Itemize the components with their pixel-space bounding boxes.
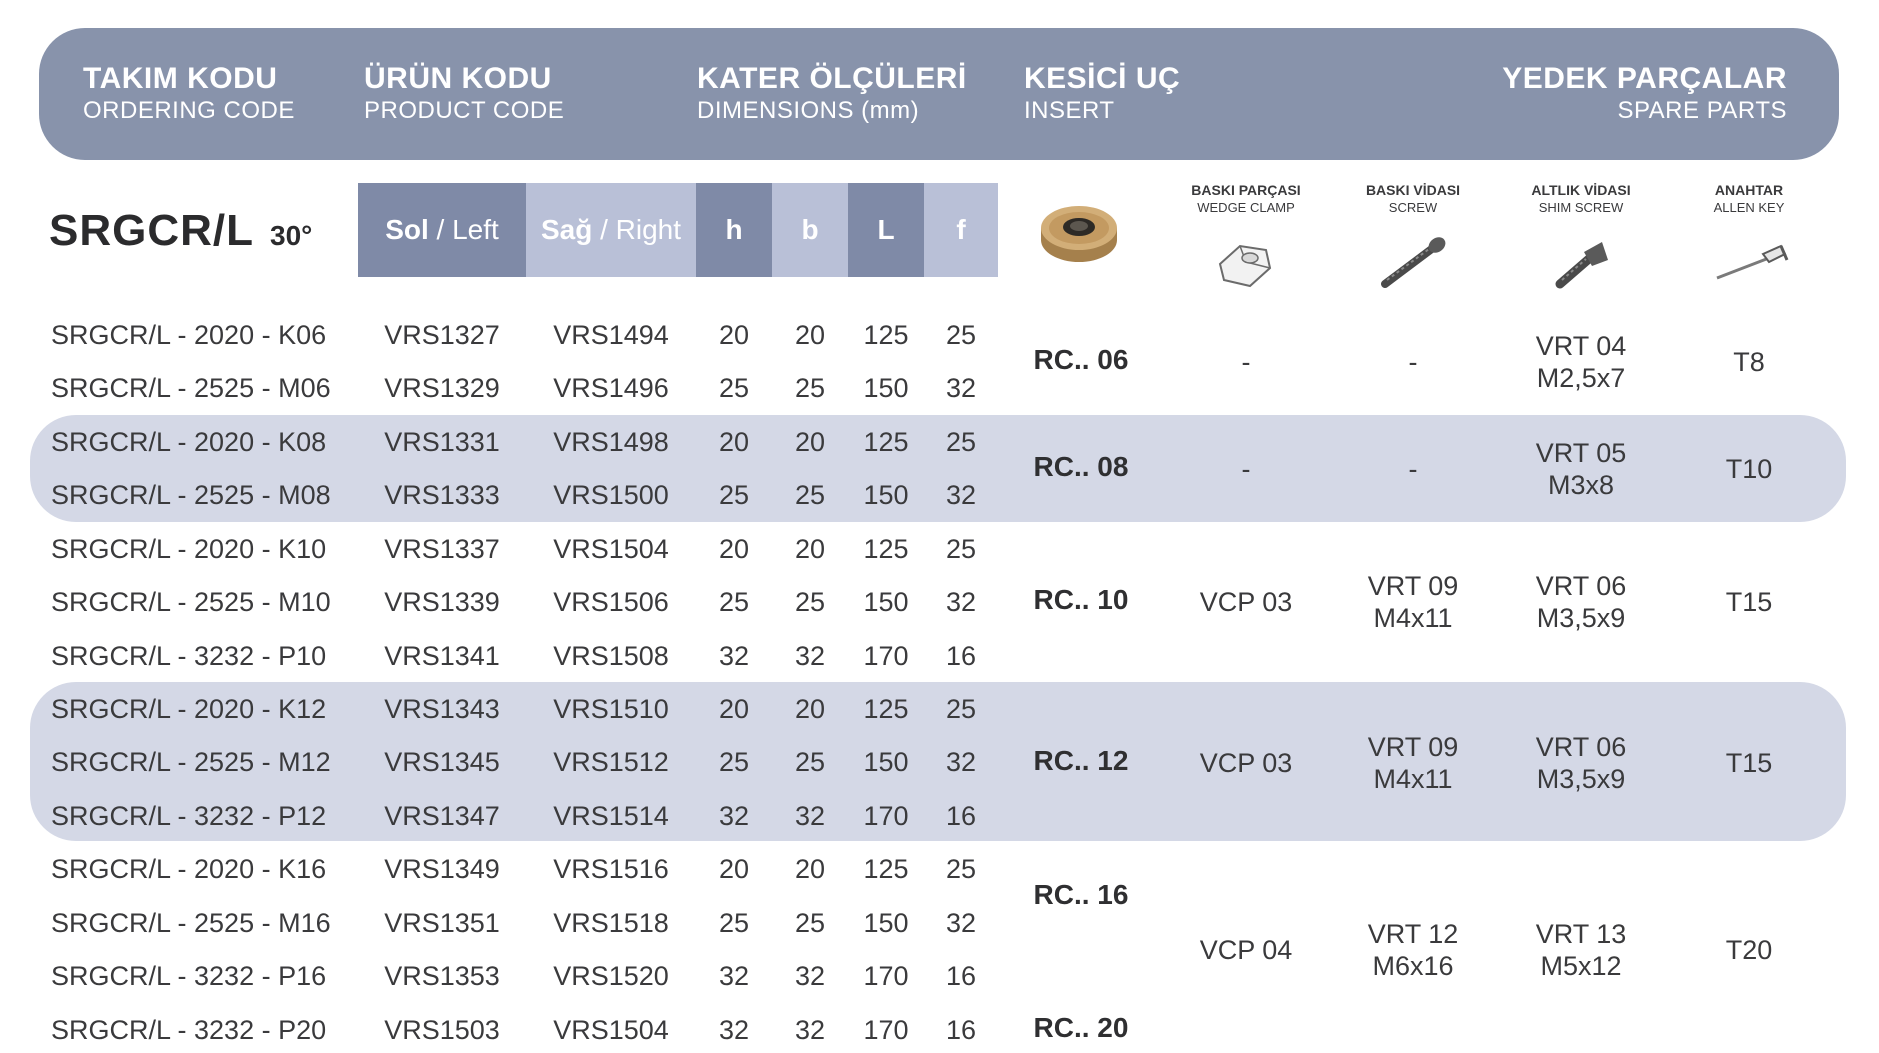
row-left-code: VRS1345 <box>384 747 500 777</box>
wedge-clamp-value <box>1171 435 1321 503</box>
row-h: 25 <box>718 480 750 510</box>
row-ordering-code: SRGCR/L - 3232 - P12 <box>51 801 327 831</box>
row-left-code: VRS1331 <box>384 427 500 457</box>
screw-size: M4x11 <box>1373 603 1453 633</box>
row-left-code: VRS1351 <box>384 908 500 938</box>
row-left-code: VRS1333 <box>384 480 500 510</box>
row-right-code: VRS1494 <box>553 320 669 350</box>
screw-code: - <box>1408 347 1418 377</box>
row-L: 125 <box>863 534 909 564</box>
spare-head-wedge-clamp-tr: BASKI PARÇASI <box>1191 182 1301 198</box>
spare-head-screw <box>1338 181 1488 217</box>
screw-code: VRT 09 <box>1367 732 1459 762</box>
spare-head-allen-key-tr: ANAHTAR <box>1714 182 1784 198</box>
row-b: 32 <box>794 1015 826 1045</box>
allen-key-text: T8 <box>1733 347 1765 377</box>
shim-screw-size: M5x12 <box>1540 951 1622 981</box>
screw-value <box>1338 916 1488 984</box>
row-h: 25 <box>718 373 750 403</box>
header-product-code <box>364 62 564 126</box>
row-left-code: VRS1503 <box>384 1015 500 1045</box>
row-right-code: VRS1496 <box>553 373 669 403</box>
row-L: 170 <box>863 1015 909 1045</box>
row-right-code: VRS1500 <box>553 480 669 510</box>
row-right-code: VRS1518 <box>553 908 669 938</box>
header-product-code-tr: ÜRÜN KODU <box>364 62 552 95</box>
row-left-code: VRS1349 <box>384 854 500 884</box>
row-left-code: VRS1347 <box>384 801 500 831</box>
row-f: 32 <box>945 587 977 617</box>
col-header-left-tr: Sol <box>385 214 429 245</box>
row-left-code: VRS1327 <box>384 320 500 350</box>
row-ordering-code: SRGCR/L - 2020 - K16 <box>51 854 327 884</box>
insert-code: RC.. 06 <box>1033 344 1129 375</box>
wedge-clamp-text: VCP 04 <box>1199 935 1293 965</box>
row-f: 32 <box>945 908 977 938</box>
header-dimensions <box>697 62 967 126</box>
header-ordering-code-en: ORDERING CODE <box>83 97 295 124</box>
row-right-code: VRS1516 <box>553 854 669 884</box>
row-left-code: VRS1337 <box>384 534 500 564</box>
allen-key-text: T15 <box>1725 587 1773 617</box>
screw-code: - <box>1408 454 1418 484</box>
row-L: 150 <box>863 747 909 777</box>
row-b: 32 <box>794 801 826 831</box>
row-h: 32 <box>718 641 750 671</box>
row-L: 170 <box>863 641 909 671</box>
screw-size: M6x16 <box>1372 951 1454 981</box>
screw-size: M4x11 <box>1373 764 1453 794</box>
wedge-clamp-text: - <box>1241 347 1251 377</box>
row-ordering-code: SRGCR/L - 2020 - K10 <box>51 534 327 564</box>
header-insert-en: INSERT <box>1024 97 1115 124</box>
row-left-code: VRS1339 <box>384 587 500 617</box>
col-header-h-label: h <box>725 214 743 245</box>
shim-screw-code: VRT 06 <box>1535 732 1627 762</box>
row-ordering-code: SRGCR/L - 2020 - K06 <box>51 320 327 350</box>
tool-angle: 30° <box>270 220 313 251</box>
header-insert-tr: KESİCİ UÇ <box>1024 62 1181 95</box>
row-ordering-code: SRGCR/L - 3232 - P20 <box>51 1015 327 1045</box>
shim-screw-icon <box>1550 232 1616 294</box>
col-header-b-label: b <box>801 214 819 245</box>
row-h: 32 <box>718 801 750 831</box>
col-header-f-label: f <box>956 214 966 245</box>
wedge-clamp-icon <box>1212 232 1278 294</box>
row-b: 20 <box>794 534 826 564</box>
tool-title: SRGCR/L <box>49 206 254 255</box>
header-insert <box>1024 62 1180 126</box>
insert-code: RC.. 08 <box>1033 451 1129 482</box>
col-header-right <box>526 183 696 277</box>
table-row <box>0 843 1879 896</box>
row-f: 16 <box>945 961 977 991</box>
insert-image <box>1038 200 1120 268</box>
wedge-clamp-value <box>1171 916 1321 984</box>
row-h: 32 <box>718 961 750 991</box>
row-right-code: VRS1504 <box>553 534 669 564</box>
allen-key-value <box>1674 435 1824 503</box>
allen-key-text: T15 <box>1725 748 1773 778</box>
shim-screw-value <box>1506 328 1656 396</box>
row-L: 150 <box>863 480 909 510</box>
row-b: 32 <box>794 961 826 991</box>
allen-key-value <box>1674 729 1824 797</box>
screw-value <box>1338 568 1488 636</box>
row-right-code: VRS1506 <box>553 587 669 617</box>
row-h: 32 <box>718 1015 750 1045</box>
row-L: 125 <box>863 427 909 457</box>
row-f: 16 <box>945 1015 977 1045</box>
screw-icon <box>1377 232 1451 294</box>
row-right-code: VRS1512 <box>553 747 669 777</box>
row-ordering-code: SRGCR/L - 2525 - M12 <box>51 747 331 777</box>
row-h: 25 <box>718 587 750 617</box>
header-spare-parts-en: SPARE PARTS <box>1617 97 1787 124</box>
row-f: 32 <box>945 480 977 510</box>
insert-code: RC.. 16 <box>1033 879 1129 910</box>
shim-screw-code: VRT 06 <box>1535 571 1627 601</box>
allen-key-value <box>1674 568 1824 636</box>
screw-code: VRT 12 <box>1367 919 1459 949</box>
shim-screw-size: M3x8 <box>1547 470 1615 500</box>
allen-key-text: T10 <box>1725 454 1773 484</box>
row-f: 25 <box>945 694 977 724</box>
wedge-clamp-text: VCP 03 <box>1199 748 1293 778</box>
wedge-clamp-value <box>1171 568 1321 636</box>
row-ordering-code: SRGCR/L - 2525 - M08 <box>51 480 331 510</box>
screw-value <box>1338 435 1488 503</box>
row-b: 20 <box>794 694 826 724</box>
row-f: 32 <box>945 373 977 403</box>
col-header-b <box>772 183 848 277</box>
row-right-code: VRS1510 <box>553 694 669 724</box>
row-ordering-code: SRGCR/L - 3232 - P16 <box>51 961 327 991</box>
screw-code: VRT 09 <box>1367 571 1459 601</box>
row-h: 20 <box>718 427 750 457</box>
shim-screw-code: VRT 13 <box>1535 919 1627 949</box>
row-b: 25 <box>794 373 826 403</box>
spare-head-screw-en: SCREW <box>1388 200 1438 215</box>
row-h: 20 <box>718 534 750 564</box>
row-f: 16 <box>945 641 977 671</box>
spare-head-shim-screw-en: SHIM SCREW <box>1538 200 1624 215</box>
row-b: 32 <box>794 641 826 671</box>
row-b: 20 <box>794 854 826 884</box>
col-header-h <box>696 183 772 277</box>
row-h: 25 <box>718 908 750 938</box>
row-right-code: VRS1498 <box>553 427 669 457</box>
header-ordering-code-tr: TAKIM KODU <box>83 62 278 95</box>
insert-code: RC.. 12 <box>1033 745 1129 776</box>
spare-head-wedge-clamp-en: WEDGE CLAMP <box>1197 200 1295 215</box>
col-header-left <box>358 183 526 277</box>
header-ordering-code <box>83 62 295 126</box>
row-L: 150 <box>863 908 909 938</box>
shim-screw-code: VRT 05 <box>1535 438 1627 468</box>
shim-screw-value <box>1506 568 1656 636</box>
wedge-clamp-text: VCP 03 <box>1199 587 1293 617</box>
row-ordering-code: SRGCR/L - 3232 - P10 <box>51 641 327 671</box>
shim-screw-size: M2,5x7 <box>1536 363 1626 393</box>
row-h: 20 <box>718 854 750 884</box>
row-f: 25 <box>945 427 977 457</box>
shim-screw-code: VRT 04 <box>1535 331 1627 361</box>
header-spare-parts-tr: YEDEK PARÇALAR <box>1502 62 1787 95</box>
spare-head-shim-screw-tr: ALTLIK VİDASI <box>1531 182 1631 198</box>
header-spare-parts <box>1502 62 1787 126</box>
row-h: 25 <box>718 747 750 777</box>
row-h: 20 <box>718 694 750 724</box>
row-L: 125 <box>863 854 909 884</box>
row-ordering-code: SRGCR/L - 2525 - M06 <box>51 373 331 403</box>
row-f: 32 <box>945 747 977 777</box>
screw-value <box>1338 729 1488 797</box>
row-left-code: VRS1343 <box>384 694 500 724</box>
spare-head-allen-key <box>1674 181 1824 217</box>
row-right-code: VRS1514 <box>553 801 669 831</box>
shim-screw-size: M3,5x9 <box>1536 603 1626 633</box>
wedge-clamp-value <box>1171 328 1321 396</box>
col-header-L-label: L <box>877 214 895 245</box>
row-f: 25 <box>945 534 977 564</box>
row-L: 150 <box>863 373 909 403</box>
row-ordering-code: SRGCR/L - 2020 - K08 <box>51 427 327 457</box>
table-row <box>0 630 1879 683</box>
col-header-right-tr: Sağ <box>540 214 593 245</box>
row-L: 170 <box>863 801 909 831</box>
row-f: 25 <box>945 854 977 884</box>
row-b: 20 <box>794 427 826 457</box>
allen-key-value <box>1674 916 1824 984</box>
row-L: 125 <box>863 320 909 350</box>
row-b: 25 <box>794 908 826 938</box>
allen-key-icon <box>1713 232 1793 294</box>
row-ordering-code: SRGCR/L - 2525 - M10 <box>51 587 331 617</box>
row-b: 25 <box>794 587 826 617</box>
row-ordering-code: SRGCR/L - 2020 - K12 <box>51 694 327 724</box>
row-L: 170 <box>863 961 909 991</box>
col-header-right-en: / Right <box>600 214 682 245</box>
allen-key-text: T20 <box>1725 935 1773 965</box>
row-b: 25 <box>794 480 826 510</box>
row-h: 20 <box>718 320 750 350</box>
row-left-code: VRS1341 <box>384 641 500 671</box>
col-header-f <box>924 183 998 277</box>
row-L: 125 <box>863 694 909 724</box>
allen-key-value <box>1674 328 1824 396</box>
row-L: 150 <box>863 587 909 617</box>
table-row <box>0 1004 1879 1053</box>
row-right-code: VRS1508 <box>553 641 669 671</box>
row-right-code: VRS1520 <box>553 961 669 991</box>
header-dimensions-en: DIMENSIONS (mm) <box>697 97 920 124</box>
row-f: 25 <box>945 320 977 350</box>
row-ordering-code: SRGCR/L - 2525 - M16 <box>51 908 331 938</box>
spare-head-screw-tr: BASKI VİDASI <box>1365 182 1461 198</box>
shim-screw-value <box>1506 916 1656 984</box>
shim-screw-value <box>1506 729 1656 797</box>
row-f: 16 <box>945 801 977 831</box>
insert-code: RC.. 20 <box>1033 1012 1129 1043</box>
col-header-left-en: / Left <box>436 214 499 245</box>
row-right-code: VRS1504 <box>553 1015 669 1045</box>
header-product-code-en: PRODUCT CODE <box>364 97 565 124</box>
col-header-L <box>848 183 924 277</box>
wedge-clamp-text: - <box>1241 454 1251 484</box>
shim-screw-size: M3,5x9 <box>1536 764 1626 794</box>
spare-head-wedge-clamp <box>1171 181 1321 217</box>
spare-head-allen-key-en: ALLEN KEY <box>1713 200 1785 215</box>
screw-value <box>1338 328 1488 396</box>
row-b: 25 <box>794 747 826 777</box>
table-row <box>0 790 1879 843</box>
wedge-clamp-value <box>1171 729 1321 797</box>
spare-head-shim-screw <box>1506 181 1656 217</box>
header-dimensions-tr: KATER ÖLÇÜLERİ <box>697 62 967 95</box>
row-b: 20 <box>794 320 826 350</box>
shim-screw-value <box>1506 435 1656 503</box>
row-left-code: VRS1329 <box>384 373 500 403</box>
insert-code: RC.. 10 <box>1033 584 1129 615</box>
row-left-code: VRS1353 <box>384 961 500 991</box>
